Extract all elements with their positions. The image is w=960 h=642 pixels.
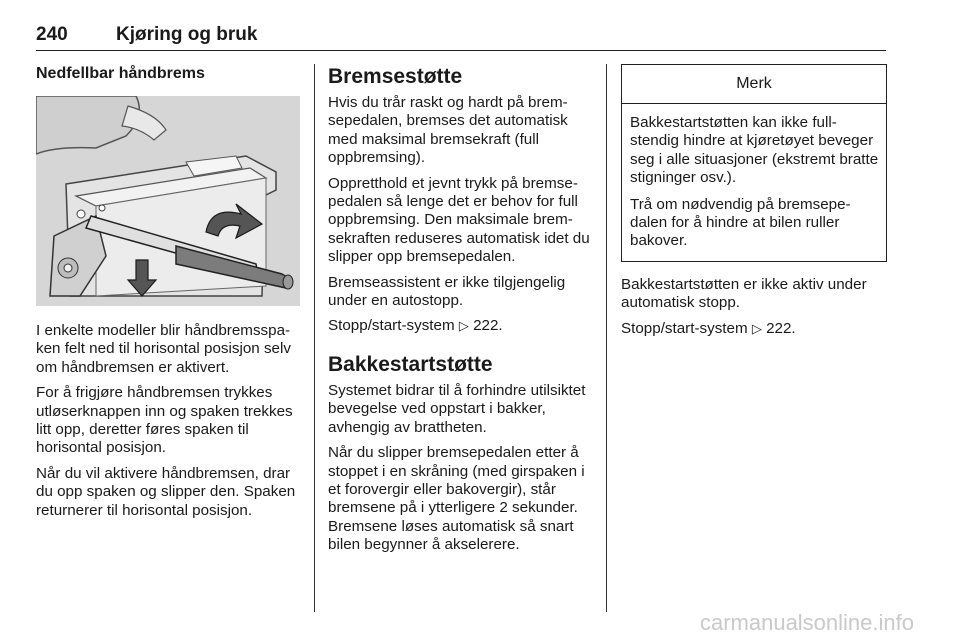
col2-paragraph-3: Bremseassistent er ikke tilgjengelig under en autostopp. [328,273,566,310]
page-reference-arrow-icon: ▷ [751,320,762,336]
col1-paragraph-1: I enkelte modeller blir håndbremsspaken felt ned til horisontal posisjon selv om håndbremsen er aktivert. [36,322,291,376]
column-left [36,64,300,527]
col1-paragraph-2: For å frigjøre håndbremsen trykkes utløserknappen inn og spaken trekkes litt opp, deretter føres spaken til horisontal posisjon. [36,384,293,457]
note-box [621,64,887,262]
col3-paragraph: Bakkestartstøtten er ikke aktiv under automatisk stopp. [621,275,867,312]
col2-paragraph-4: Systemet bidrar til å forhindre utilsiktet bevegelse ved oppstart i bakker, avhengig av brattheten. [328,381,586,436]
ref-page[interactable]: 222. [766,319,796,337]
note-title: Merk [622,65,886,104]
col2-paragraph-5: Når du slipper bremsepedalen etter å stoppet i en skråning (med girspaken i et forovergir eller bakovergir), står bremsene på i ytterligere 2 sekunder. Bremsene løses automatisk så snart bilen begynner å akselerere. [328,444,585,554]
col1-paragraph-3: Når du vil aktivere håndbremsen, drar du opp spaken og slipper den. Spaken returnerer til horisontal posisjon. [36,464,296,519]
col3-cross-reference [621,320,887,338]
column-right [621,64,887,345]
column-divider-1 [314,64,315,612]
handbrake-illustration [36,96,300,306]
watermark: carmanualsonline.info [699,610,914,635]
note-paragraph-1: Bakkestartstøtten kan ikke fullstendig hindre at kjøretøyet beveger seg i alle situasjoner (ekstremt bratte stigninger osv.). [630,114,879,187]
column-divider-2 [606,64,607,612]
col2-paragraph-2: Oppretthold et jevnt trykk på bremsepedalen så lenge det er behov for full oppbremsing. Den maksimale bremsekraften reduseres automatisk idet du slipper opp bremsepedalen. [328,174,590,266]
brake-assist-title: Bremsestøtte [328,65,463,88]
chapter-title: Kjøring og bruk [116,24,258,45]
page-number: 240 [36,24,68,45]
ref-text: Stopp/start-system [621,319,748,337]
ref-text: Stopp/start-system [328,317,455,335]
column-middle [328,64,592,562]
note-paragraph-2: Trå om nødvendig på bremsepedalen for å hindre at bilen ruller bakover. [630,195,851,250]
page-header [36,22,886,51]
note-body [622,104,886,261]
col2-cross-reference [328,317,592,335]
handbrake-heading: Nedfellbar håndbrems [36,65,205,82]
hill-start-assist-title: Bakkestartstøtte [328,352,493,376]
col2-paragraph-1: Hvis du trår raskt og hardt på bremsepedalen, bremses det automatisk med maksimal bremsekraft (full oppbremsing). [328,94,568,167]
page-reference-arrow-icon: ▷ [458,318,469,334]
ref-page[interactable]: 222. [473,317,503,335]
handbrake-drawing [36,96,300,306]
